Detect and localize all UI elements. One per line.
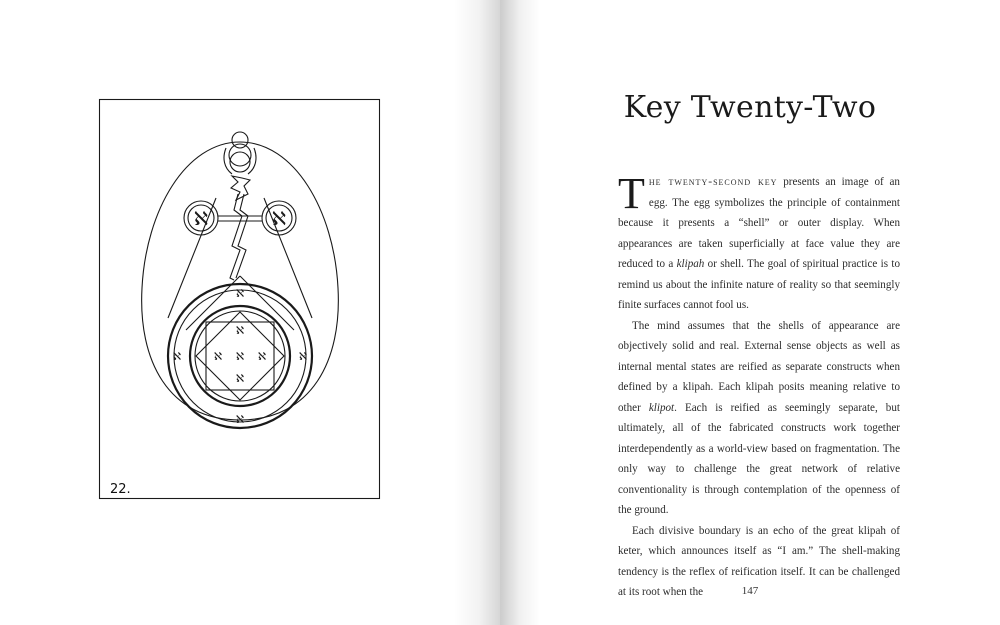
term-klipah: klipah: [676, 258, 705, 270]
term-klipot: klipot: [648, 401, 675, 414]
flame-shape: [231, 176, 250, 200]
crossbar: [218, 216, 262, 221]
paragraph-3: Each divisive boundary is an echo of the great klipah of keter, which announces itself as “I am.” The shell-making tendency is the reflex of reification itself. It can be challenged at its root when the: [618, 524, 900, 598]
ring-letter-right: ℵ: [298, 350, 308, 363]
upper-right-letter: ℵ: [271, 208, 287, 230]
body-text: [618, 169, 900, 603]
ring-letter-left: ℵ: [172, 350, 182, 363]
square-letter-center: ℵ: [235, 350, 245, 363]
lead-in-smallcaps: he twenty-second key: [648, 175, 778, 188]
paragraph-1-text-b: or shell. The goal of spiritual practice is to remind us about the infinite nature of reality so that seemingly finite surfaces cannot fool us.: [618, 258, 900, 311]
gutter-shadow-left: [454, 0, 500, 625]
plate-number: 22.: [110, 482, 131, 497]
drop-cap: T: [618, 169, 645, 218]
paragraph-1-text-a: presents an image of an egg. The egg symbolizes the principle of containment because it presents a “shell” or outer display. When appearances are taken superficially at face value they are reduced to a: [618, 176, 900, 270]
page-number: 147: [741, 585, 759, 597]
ring-letter-bottom: ℵ: [235, 413, 245, 426]
paragraph-2-text-b: . Each is reified as seemingly separate, but ultimately, all of the fabricated constructs work together interdependently as a world-view based on fragmentation. The only way to challenge the great network of relative conventionality is through contemplation of the openness of the ground.: [618, 401, 900, 516]
paragraph-2: [618, 316, 900, 521]
lightning-path: [230, 194, 248, 280]
crown-circle-lower: [230, 152, 250, 172]
square-letter-bottom: ℵ: [235, 372, 245, 385]
paragraph-1: [618, 169, 900, 316]
square-letter-top: ℵ: [235, 324, 245, 337]
square-letter-right: ℵ: [257, 350, 267, 363]
chapter-title: Key Twenty-Two: [623, 90, 877, 125]
square-letter-left: ℵ: [213, 350, 223, 363]
paragraph-2-text-a: The mind assumes that the shells of appearance are objectively solid and real. External sense objects as well as internal mental states are reified as separate constructs when defined by a klipah. Each klipah posits meaning relative to other: [618, 319, 900, 414]
right-page: [500, 0, 1000, 625]
key-illustration: [98, 98, 382, 502]
upper-left-letter: ℵ: [193, 208, 209, 230]
ring-letter-top: ℵ: [235, 287, 245, 300]
